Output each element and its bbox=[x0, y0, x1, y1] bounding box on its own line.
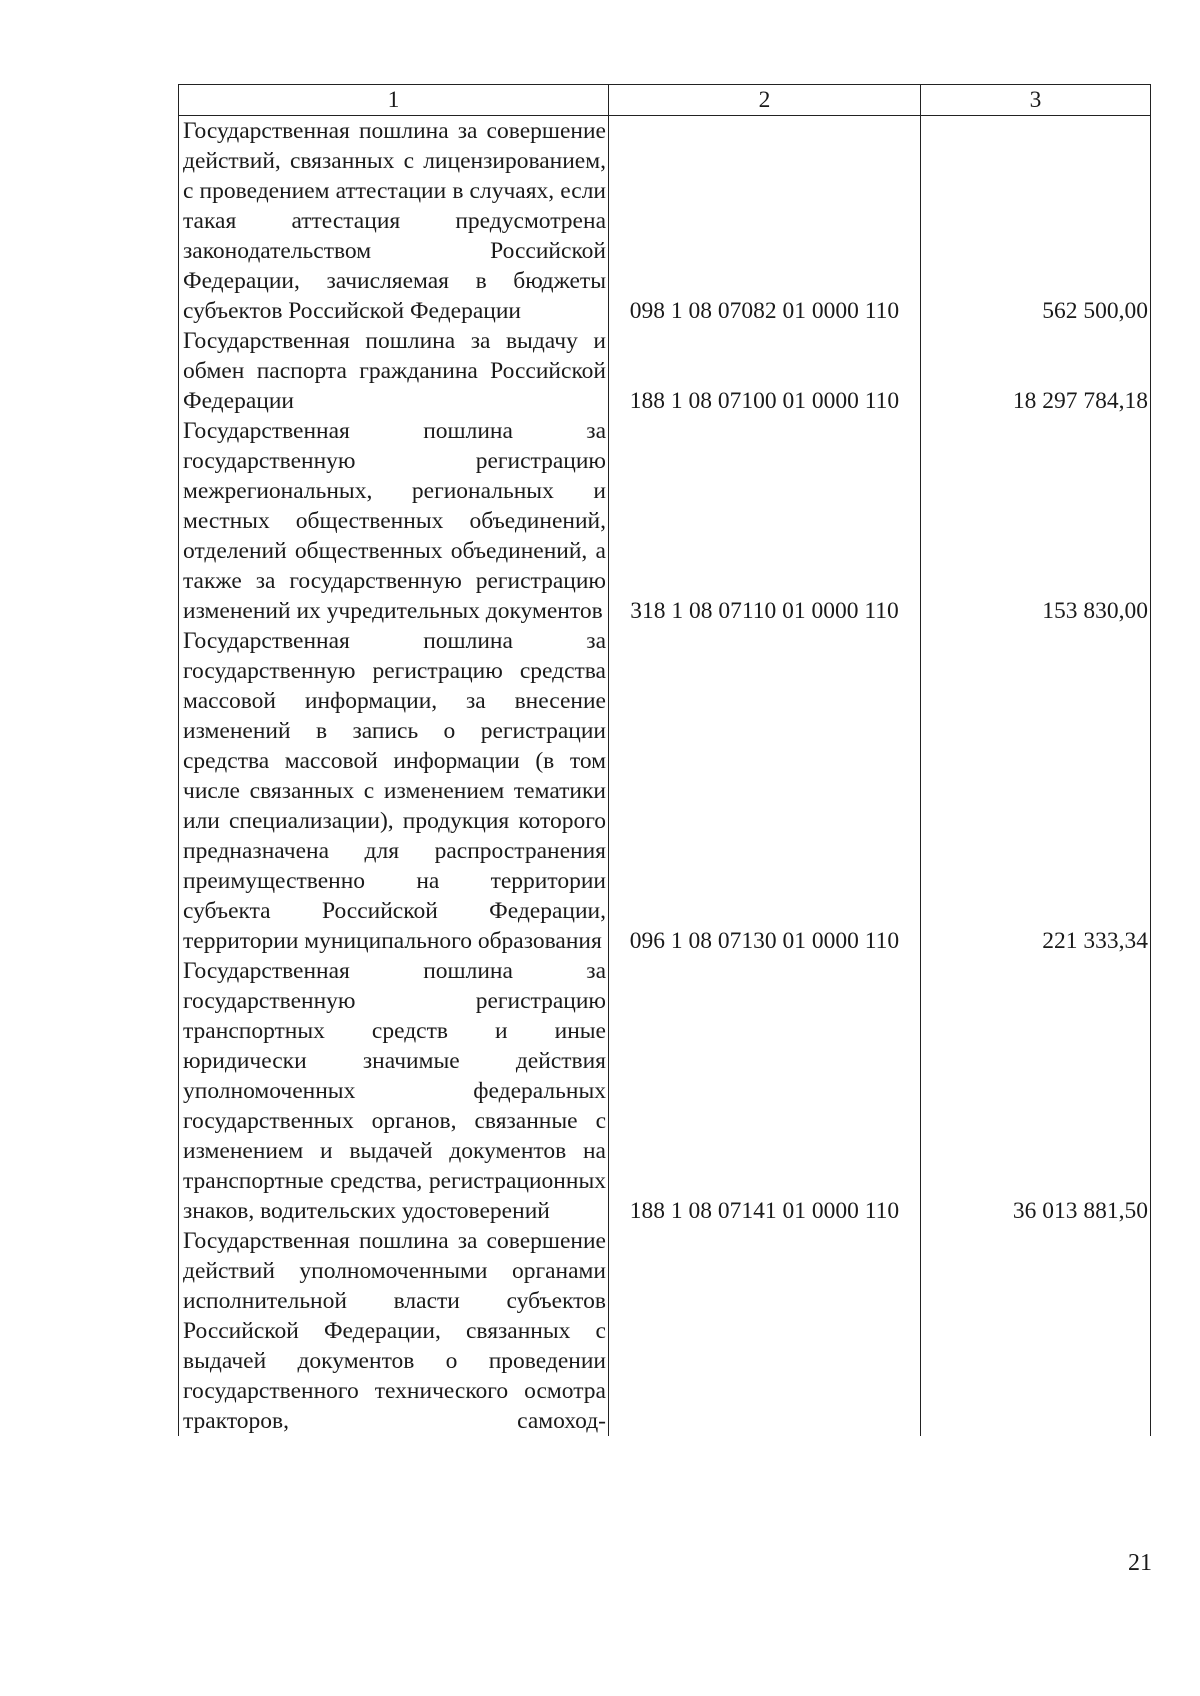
table-row-continued bbox=[179, 1226, 1151, 1436]
row-budget-code: 096 1 08 07130 01 0000 110 bbox=[609, 626, 921, 956]
revenue-table bbox=[178, 84, 1151, 1436]
row-amount: 153 830,00 bbox=[921, 416, 1151, 626]
table-row bbox=[179, 626, 1151, 956]
row-description: Государственная пошлина за государственную регистрацию средства массовой информации, за внесение изменений в запись о регистрации средства массовой информации (в том числе связанных с изменением тематики или специализации), продукция которого предназначена для распространения преимущественно на территории субъекта Российской Федерации, территории муниципального образования bbox=[179, 626, 609, 956]
row-amount: 18 297 784,18 bbox=[921, 326, 1151, 416]
row-amount: 221 333,34 bbox=[921, 626, 1151, 956]
row-amount: 36 013 881,50 bbox=[921, 956, 1151, 1226]
row-description: Государственная пошлина за государственную регистрацию транспортных средств и иные юридически значимые действия уполномоченных федеральных государственных органов, связанные с изменением и выдачей документов на транспортные средства, регистрационных знаков, водительских удостоверений bbox=[179, 956, 609, 1226]
column-header-2: 2 bbox=[609, 85, 921, 116]
row-description: Государственная пошлина за государственную регистрацию межрегиональных, региональных и местных общественных объединений, отделений общественных объединений, а также за государственную регистрацию изменений их учредительных документов bbox=[179, 416, 609, 626]
table-row bbox=[179, 416, 1151, 626]
table-row bbox=[179, 116, 1151, 327]
row-description: Государственная пошлина за совершение действий, связанных с лицензированием, с проведением аттестации в случаях, если такая аттестация предусмотрена законодательством Российской Федерации, зачисляемая в бюджеты субъектов Российской Федерации bbox=[179, 116, 609, 327]
row-description: Государственная пошлина за выдачу и обмен паспорта гражданина Российской Федерации bbox=[179, 326, 609, 416]
row-budget-code: 098 1 08 07082 01 0000 110 bbox=[609, 116, 921, 327]
row-amount bbox=[921, 1226, 1151, 1436]
row-description: Государственная пошлина за совершение действий уполномоченными органами исполнительной власти субъектов Российской Федерации, связанных с выдачей документов о проведении государственного технического осмотра тракторов, самоход- bbox=[179, 1226, 609, 1436]
header-row bbox=[179, 85, 1151, 116]
row-amount: 562 500,00 bbox=[921, 116, 1151, 327]
column-header-1: 1 bbox=[179, 85, 609, 116]
row-budget-code: 188 1 08 07141 01 0000 110 bbox=[609, 956, 921, 1226]
row-budget-code: 188 1 08 07100 01 0000 110 bbox=[609, 326, 921, 416]
row-budget-code: 318 1 08 07110 01 0000 110 bbox=[609, 416, 921, 626]
table-row bbox=[179, 956, 1151, 1226]
table-row bbox=[179, 326, 1151, 416]
page-number: 21 bbox=[1128, 1550, 1152, 1576]
column-header-3: 3 bbox=[921, 85, 1151, 116]
row-budget-code bbox=[609, 1226, 921, 1436]
